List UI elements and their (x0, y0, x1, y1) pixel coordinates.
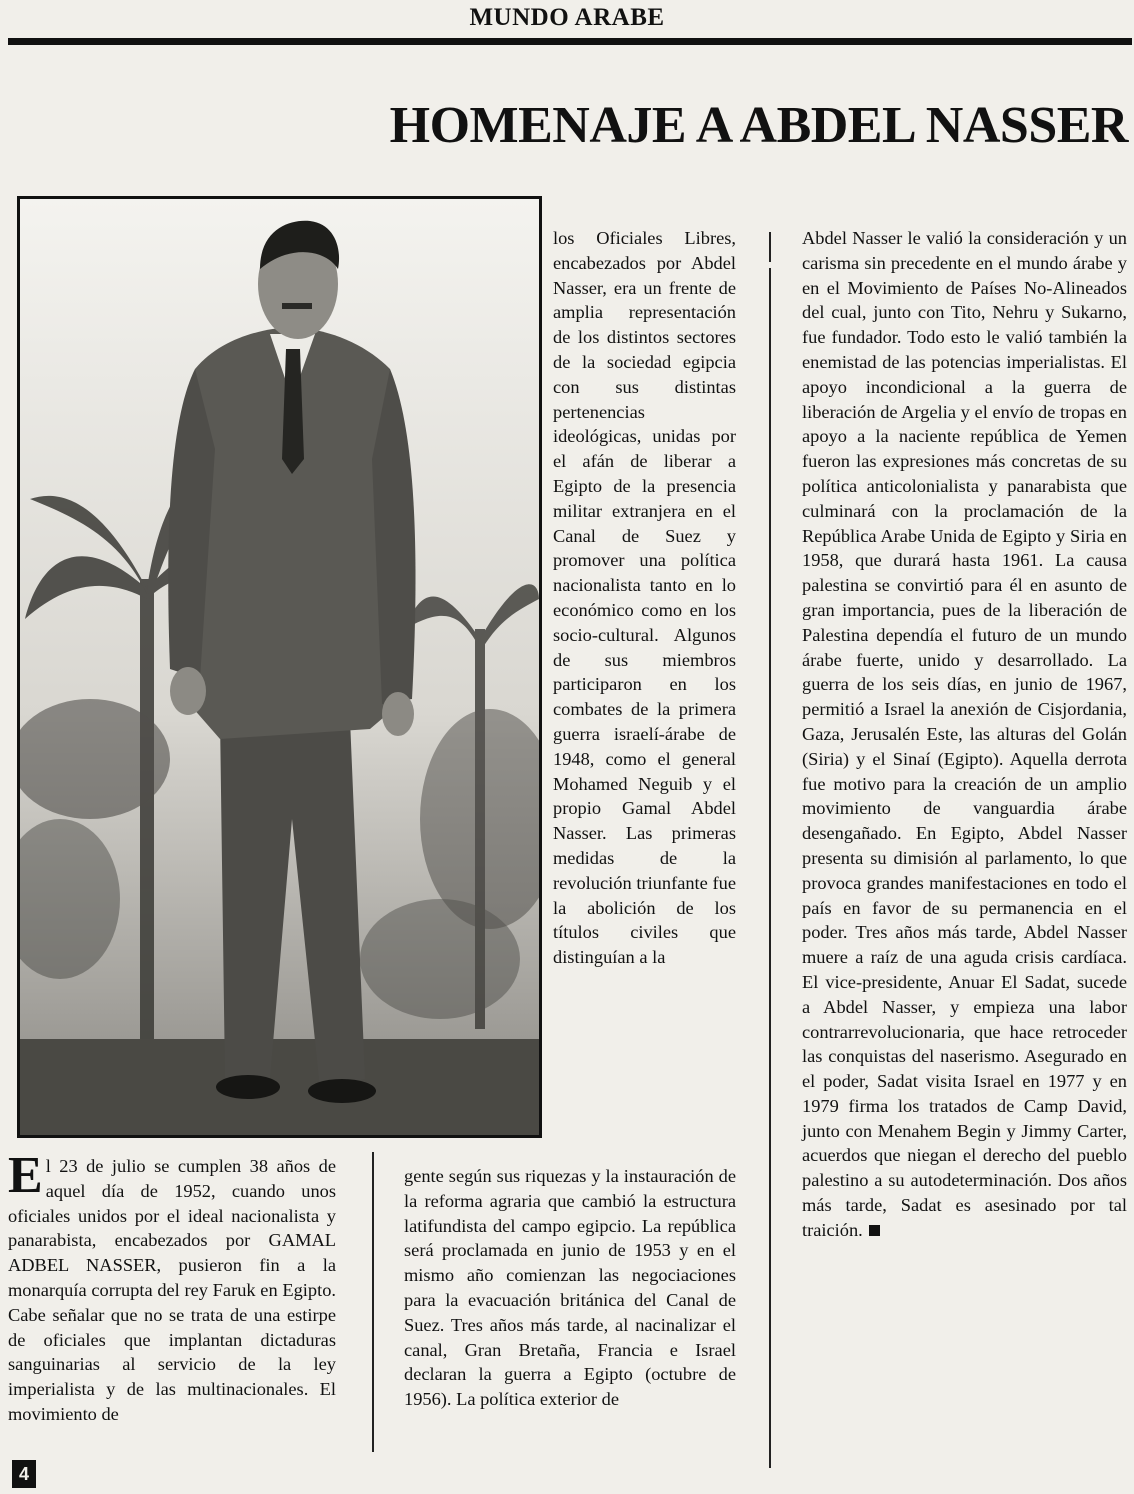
nasser-photo (17, 196, 542, 1138)
article-paragraph-text: l 23 de julio se cumplen 38 años de aquel día de 1952, cuando unos oficiales unidos por el ideal nacionalista y panarabista, encabezados por GAMAL ADBEL NASSER, pusieron fin a la monarquía corrupta del rey Faruk en Egipto. Cabe señalar que no se trata de una estirpe de oficiales que implantan dictaduras sanguinarias al servicio de la ley imperialista y de las multinacionales. El movimiento de (8, 1156, 336, 1424)
page-number: 4 (12, 1460, 36, 1488)
article-column-2-bottom (404, 1164, 736, 1412)
drop-cap: E (8, 1147, 43, 1204)
column-divider (769, 268, 771, 1468)
section-header: MUNDO ARABE (469, 4, 665, 31)
article-paragraph: gente según sus riquezas y la instauración de la reforma agraria que cambió la estructura latifundista del campo egipcio. La república será proclamada en junio de 1953 y en el mismo año comienzan las negociaciones para la evacuación británica del Canal de Suez. Tres años más tarde, al nacinalizar el canal, Gran Bretaña, Francia e Israel declaran la guerra a Egipto (octubre de 1956). La política exterior de (404, 1166, 736, 1410)
article-column-2-top (553, 226, 736, 970)
article-paragraph: los Oficiales Libres, encabezados por Abdel Nasser, era un frente de amplia representación de los distintos sectores de la sociedad egipcia con sus distintas pertenencias ideológicas, unidas por el afán de liberar a Egipto de la presencia militar extranjera en el Canal de Suez y promover una política nacionalista tanto en lo económico como en los socio-cultural. Algunos de sus miembros participaron en los combates de la primera guerra israelí-árabe de 1948, como el general Mohamed Neguib y el propio Gamal Abdel Nasser. Las primeras medidas de la revolución triunfante fue la abolición de los títulos civiles que distinguían a la (553, 228, 736, 968)
article-title: HOMENAJE A ABDEL NASSER (389, 97, 1128, 154)
article-column-3 (802, 226, 1127, 1243)
article-paragraph-text: Abdel Nasser le valió la consideración y un carisma sin precedente en el mundo árabe y en el Movimiento de Países No-Alineados del cual, junto con Tito, Nehru y Sukarno, fue fundador. Todo esto le valió también la enemistad de las potencias imperialistas. El apoyo incondicional a la guerra de liberación de Argelia y el envío de tropas en apoyo a la naciente república de Yemen fueron las expresiones más concretas de su política anticolonialista y panarabista que culminará con la proclamación de la República Arabe Unida de Egipto y Siria en 1958, que durará hasta 1961. La causa palestina se convirtió para él en asunto de gran importancia, pues de la liberación de Palestina dependía el futuro de un mundo árabe fuerte, unido y desarrollado. La guerra de los seis días, en junio de 1967, permitió a Israel la anexión de Cisjordania, Gaza, Jerusalén Este, las alturas del Golán (Siria) y el Sinaí (Egipto). Aquella derrota fue motivo para la creación de un amplio movimiento de vanguardia árabe desengañado. En Egipto, Abdel Nasser presenta su dimisión al parlamento, lo que provoca grandes manifestaciones en todo el país en favor de su permanencia en el poder. Tres años más tarde, Abdel Nasser muere a raíz de una aguda crisis cardíaca. El vice-presidente, Anuar El Sadat, sucede a Abdel Nasser, y empieza una labor contrarrevolucionaria, que hace retroceder las conquistas del naserismo. Asegurado en el poder, Sadat visita Israel en 1977 y en 1979 firma los tratados de Camp David, junto con Menahem Begin y Jimmy Carter, acuerdos que niegan el derecho del pueblo palestino a su autodeterminación. Dos años más tarde, Sadat es asesinado por tal traición. (802, 228, 1127, 1240)
article-column-1 (8, 1147, 336, 1427)
header-rule (8, 38, 1132, 45)
article-paragraph (802, 226, 1127, 1243)
article-paragraph (8, 1147, 336, 1427)
column-divider (372, 1152, 374, 1452)
column-divider (769, 232, 771, 262)
photo-illustration (20, 199, 539, 1135)
end-mark (869, 1225, 880, 1236)
